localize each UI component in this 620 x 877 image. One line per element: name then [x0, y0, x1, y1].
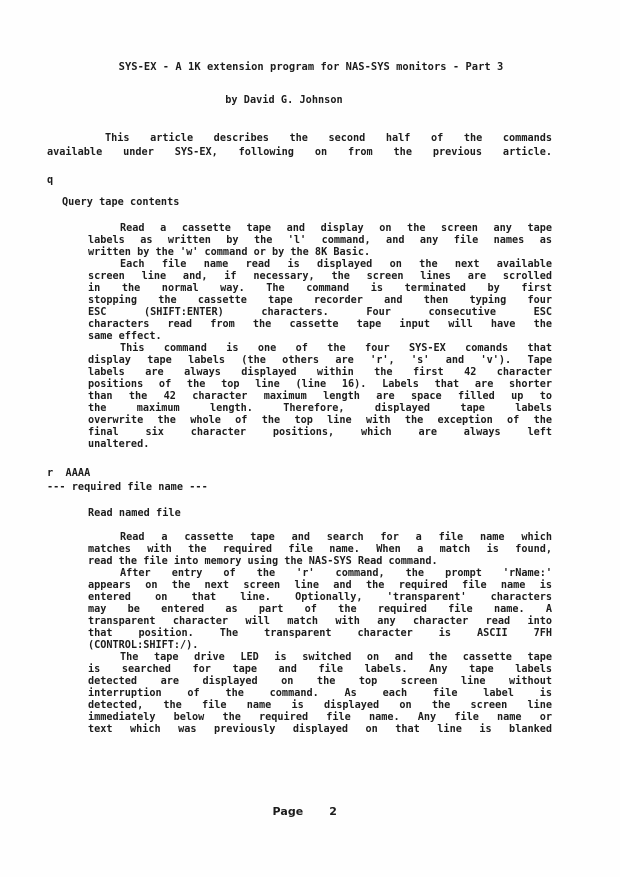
section-heading-read: Read named file: [88, 508, 181, 519]
body-line: is searched for tape and file labels. Any tape labels: [88, 664, 552, 675]
command-q: q: [47, 175, 54, 186]
body-line: may be entered as part of the required file name. A: [88, 604, 552, 615]
document-title: SYS-EX - A 1K extension program for NAS-SYS monitors - Part 3: [118, 61, 504, 73]
page-label: Page: [272, 805, 304, 818]
body-line: final six character positions, which are always left: [88, 427, 552, 438]
body-line: that position. The transparent character is ASCII 7FH: [88, 628, 552, 639]
body-line: detected, the file name is displayed on the screen line: [88, 700, 552, 711]
body-line: immediately below the required file name. Any file name or: [88, 712, 552, 723]
body-line: Each file name read is displayed on the next available: [120, 259, 552, 270]
command-r-argument: --- required file name ---: [47, 482, 208, 493]
body-line: text which was previously displayed on that line is blanked: [88, 724, 552, 735]
body-line: (CONTROL:SHIFT:/).: [88, 640, 199, 651]
intro-line-1: This article describes the second half of the commands: [105, 133, 552, 144]
body-line: The tape drive LED is switched on and the cassette tape: [120, 652, 552, 663]
document-author: by David G. Johnson: [225, 95, 343, 106]
body-line: detected are displayed on the top screen line without: [88, 676, 552, 687]
body-line: characters read from the cassette tape input will have the: [88, 319, 552, 330]
page-number-value: 2: [329, 805, 337, 818]
body-line: After entry of the 'r' command, the prompt 'rName:': [120, 568, 552, 579]
page-number: [0, 794, 594, 830]
body-line: stopping the cassette tape recorder and then typing four: [88, 295, 552, 306]
body-line: This command is one of the four SYS-EX comands that: [120, 343, 552, 354]
body-line: ESC (SHIFT:ENTER) characters. Four consecutive ESC: [88, 307, 552, 318]
body-line: entered on that line. Optionally, 'transparent' characters: [88, 592, 552, 603]
body-line: written by the 'w' command or by the 8K Basic.: [88, 247, 371, 258]
body-line: appears on the next screen line and the required file name is: [88, 580, 552, 591]
body-line: same effect.: [88, 331, 162, 342]
section-heading-query: Query tape contents: [62, 197, 180, 208]
body-line: Read a cassette tape and search for a file name which: [120, 532, 552, 543]
body-line: Read a cassette tape and display on the screen any tape: [120, 223, 552, 234]
body-line: read the file into memory using the NAS-SYS Read command.: [88, 556, 438, 567]
body-line: in the normal way. The command is terminated by first: [88, 283, 552, 294]
body-line: labels as written by the 'l' command, and any file names as: [88, 235, 552, 246]
body-line: screen line and, if necessary, the screen lines are scrolled: [88, 271, 552, 282]
body-line: unaltered.: [88, 439, 150, 450]
body-line: overwrite the whole of the top line with the exception of the: [88, 415, 552, 426]
body-line: matches with the required file name. When a match is found,: [88, 544, 552, 555]
intro-line-2: available under SYS-EX, following on from the previous article.: [47, 147, 552, 158]
body-line: labels are always displayed within the first 42 character: [88, 367, 552, 378]
body-line: than the 42 character maximum length are space filled up to: [88, 391, 552, 402]
body-line: display tape labels (the others are 'r', 's' and 'v'). Tape: [88, 355, 552, 366]
body-line: interruption of the command. As each file label is: [88, 688, 552, 699]
body-line: the maximum length. Therefore, displayed tape labels: [88, 403, 552, 414]
body-line: transparent character will match with any character read into: [88, 616, 552, 627]
body-line: positions of the top line (line 16). Labels that are shorter: [88, 379, 552, 390]
command-r: r AAAA: [47, 468, 91, 479]
